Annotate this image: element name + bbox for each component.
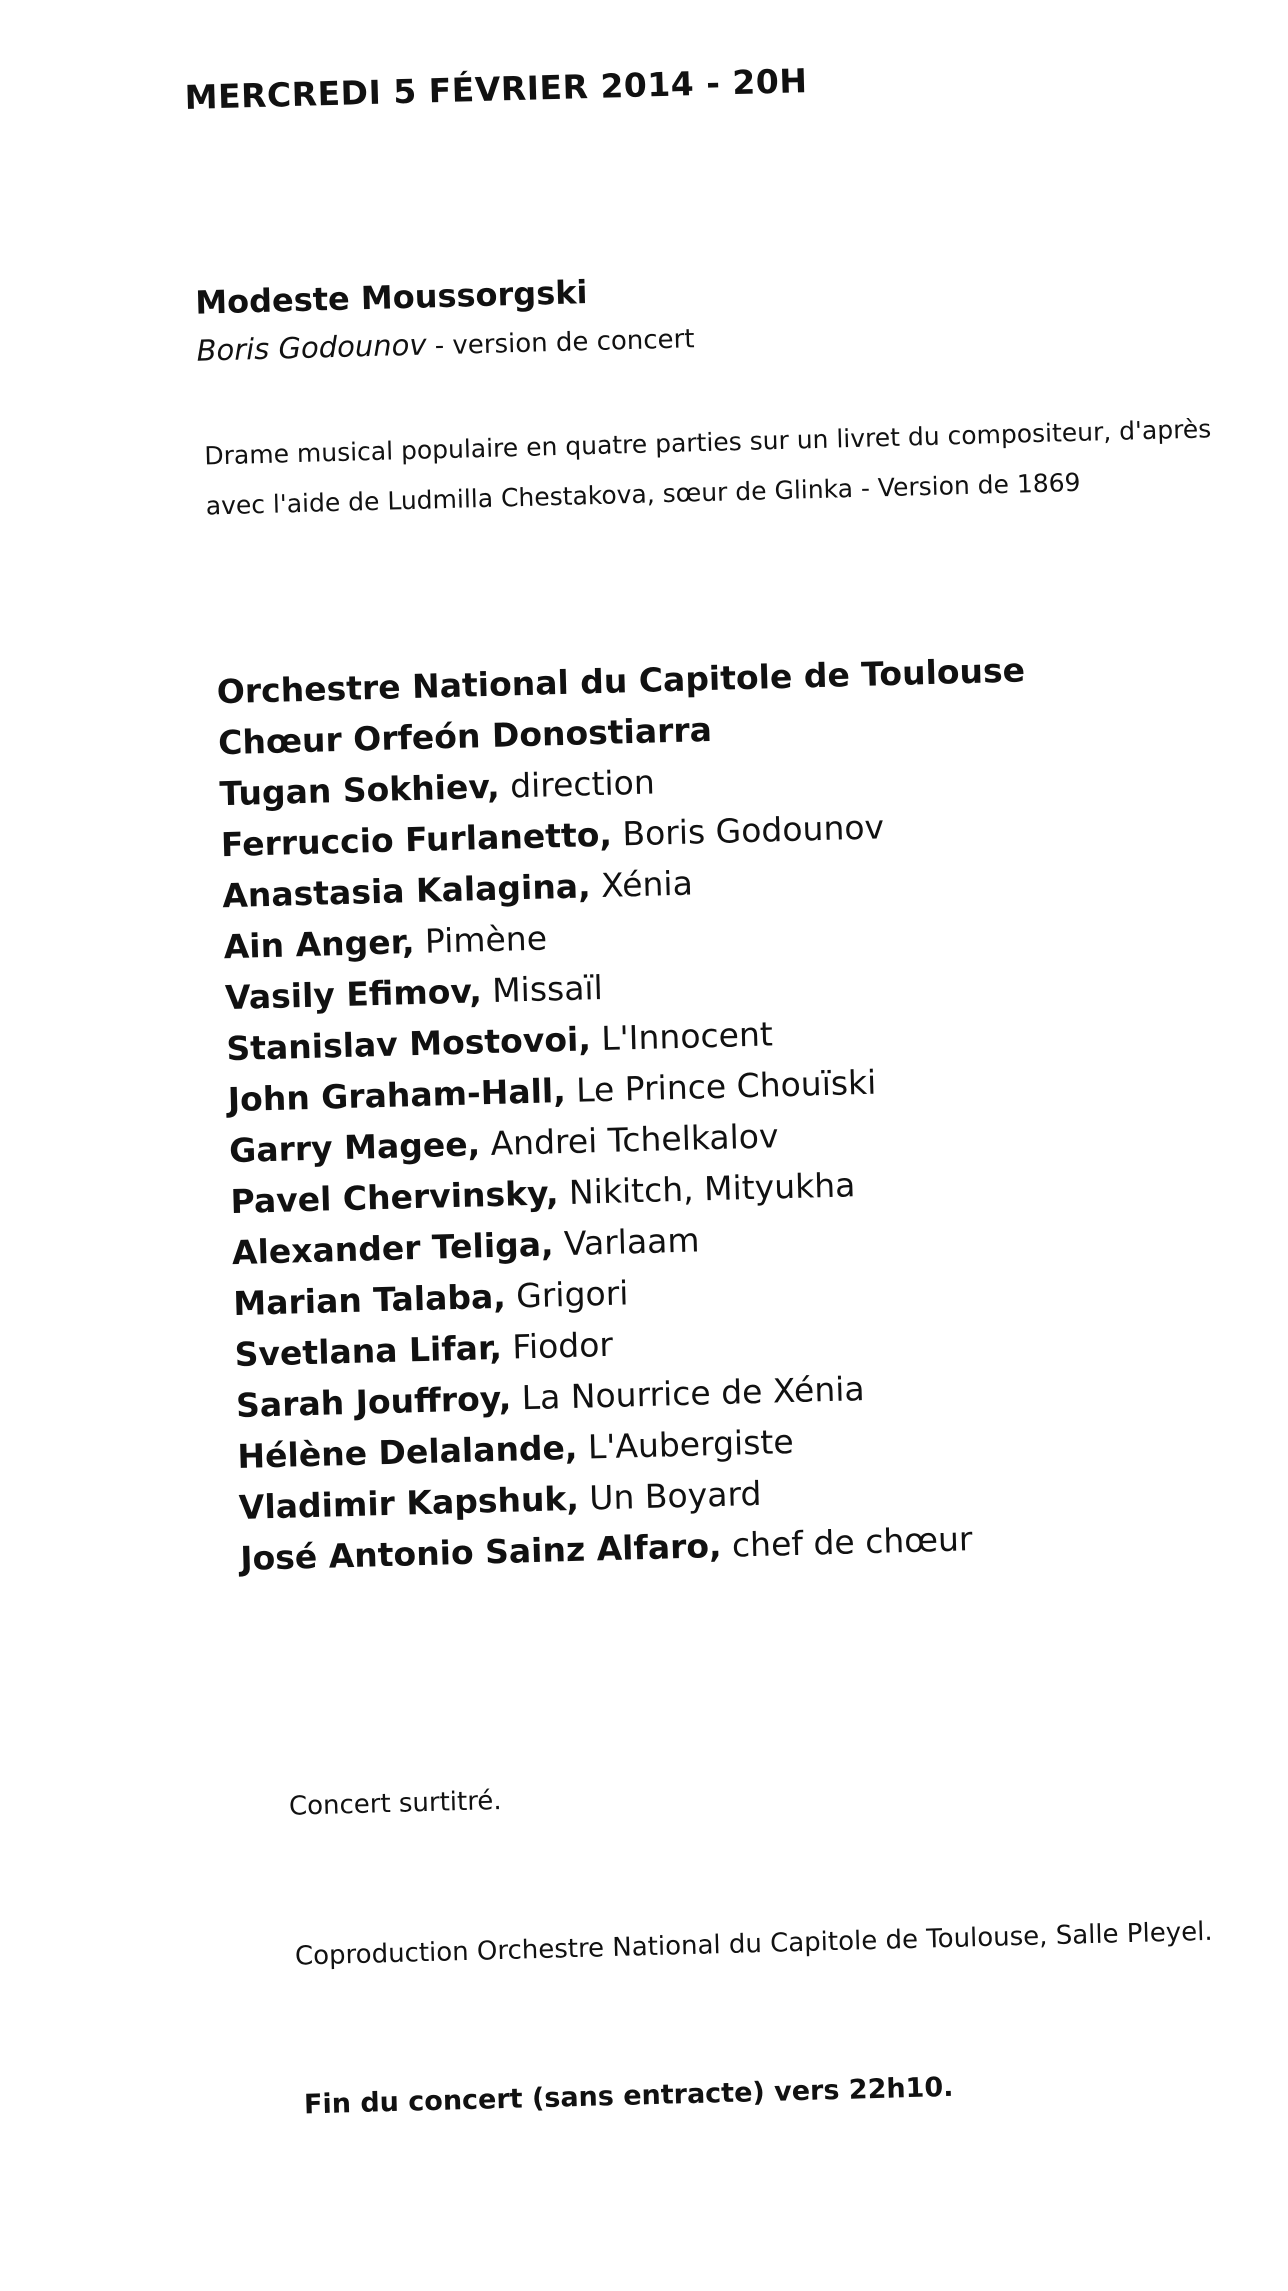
cast-name: Alexander Teliga, bbox=[231, 1224, 554, 1273]
cast-name: Pavel Chervinsky, bbox=[230, 1173, 560, 1222]
cast-name: Anastasia Kalagina, bbox=[221, 866, 592, 916]
date-heading: MERCREDI 5 FÉVRIER 2014 - 20H bbox=[184, 61, 808, 117]
cast-role: La Nourrice de Xénia bbox=[510, 1369, 866, 1418]
cast-name: John Graham-Hall, bbox=[227, 1071, 567, 1120]
cast-name: Orchestre National du Capitole de Toulouse bbox=[216, 650, 1026, 712]
description-line: avec l'aide de Ludmilla Chestakova, sœur de Glinka - Version de 1869 bbox=[205, 467, 1081, 521]
work-line bbox=[196, 320, 695, 367]
cast-name: Garry Magee, bbox=[228, 1124, 481, 1171]
cast-role: direction bbox=[499, 762, 656, 806]
work-subtitle: - version de concert bbox=[426, 324, 695, 362]
cast-name: Ferruccio Furlanetto, bbox=[220, 814, 613, 865]
coproduction-note: Coproduction Orchestre National du Capitole de Toulouse, Salle Pleyel. bbox=[294, 1916, 1213, 1972]
cast-role: Fiodor bbox=[501, 1324, 614, 1367]
cast-name: Sarah Jouffroy, bbox=[235, 1378, 512, 1426]
surtitle-note: Concert surtitré. bbox=[288, 1786, 503, 1822]
cast-role: Andrei Tchelkalov bbox=[479, 1116, 779, 1164]
cast-list bbox=[216, 644, 1049, 1584]
cast-name: Vladimir Kapshuk, bbox=[238, 1478, 580, 1527]
cast-role: Varlaam bbox=[552, 1220, 701, 1264]
description-line: Drame musical populaire en quatre parties sur un livret du compositeur, d'après bbox=[204, 414, 1212, 471]
cast-role: L'Aubergiste bbox=[576, 1421, 795, 1467]
cast-role: Grigori bbox=[505, 1273, 629, 1316]
cast-name: Hélène Delalande, bbox=[236, 1427, 578, 1477]
work-description bbox=[204, 404, 1214, 531]
cast-role: Missaïl bbox=[481, 967, 604, 1011]
cast-role: Xénia bbox=[590, 863, 694, 906]
cast-name: Ain Anger, bbox=[223, 922, 416, 967]
cast-name: Svetlana Lifar, bbox=[234, 1327, 503, 1375]
cast-name: Vasily Efimov, bbox=[224, 971, 483, 1018]
end-time-note: Fin du concert (sans entracte) vers 22h10. bbox=[303, 2071, 954, 2121]
cast-name: Marian Talaba, bbox=[232, 1276, 507, 1324]
cast-role: L'Innocent bbox=[590, 1014, 774, 1059]
cast-role: Boris Godounov bbox=[611, 807, 885, 854]
cast-name: Stanislav Mostovoi, bbox=[225, 1019, 592, 1069]
cast-name: José Antonio Sainz Alfaro, bbox=[239, 1525, 723, 1578]
composer-name: Modeste Moussorgski bbox=[194, 273, 588, 322]
cast-role: Pimène bbox=[413, 918, 548, 962]
cast-role: Nikitch, Mityukha bbox=[557, 1165, 856, 1213]
work-title: Boris Godounov bbox=[196, 327, 427, 368]
cast-role: Un Boyard bbox=[578, 1473, 762, 1518]
cast-role: chef de chœur bbox=[720, 1519, 973, 1565]
cast-role: Le Prince Chouïski bbox=[565, 1062, 877, 1110]
cast-name: Chœur Orfeón Donostiarra bbox=[217, 709, 713, 763]
cast-name: Tugan Sokhiev, bbox=[219, 766, 501, 814]
